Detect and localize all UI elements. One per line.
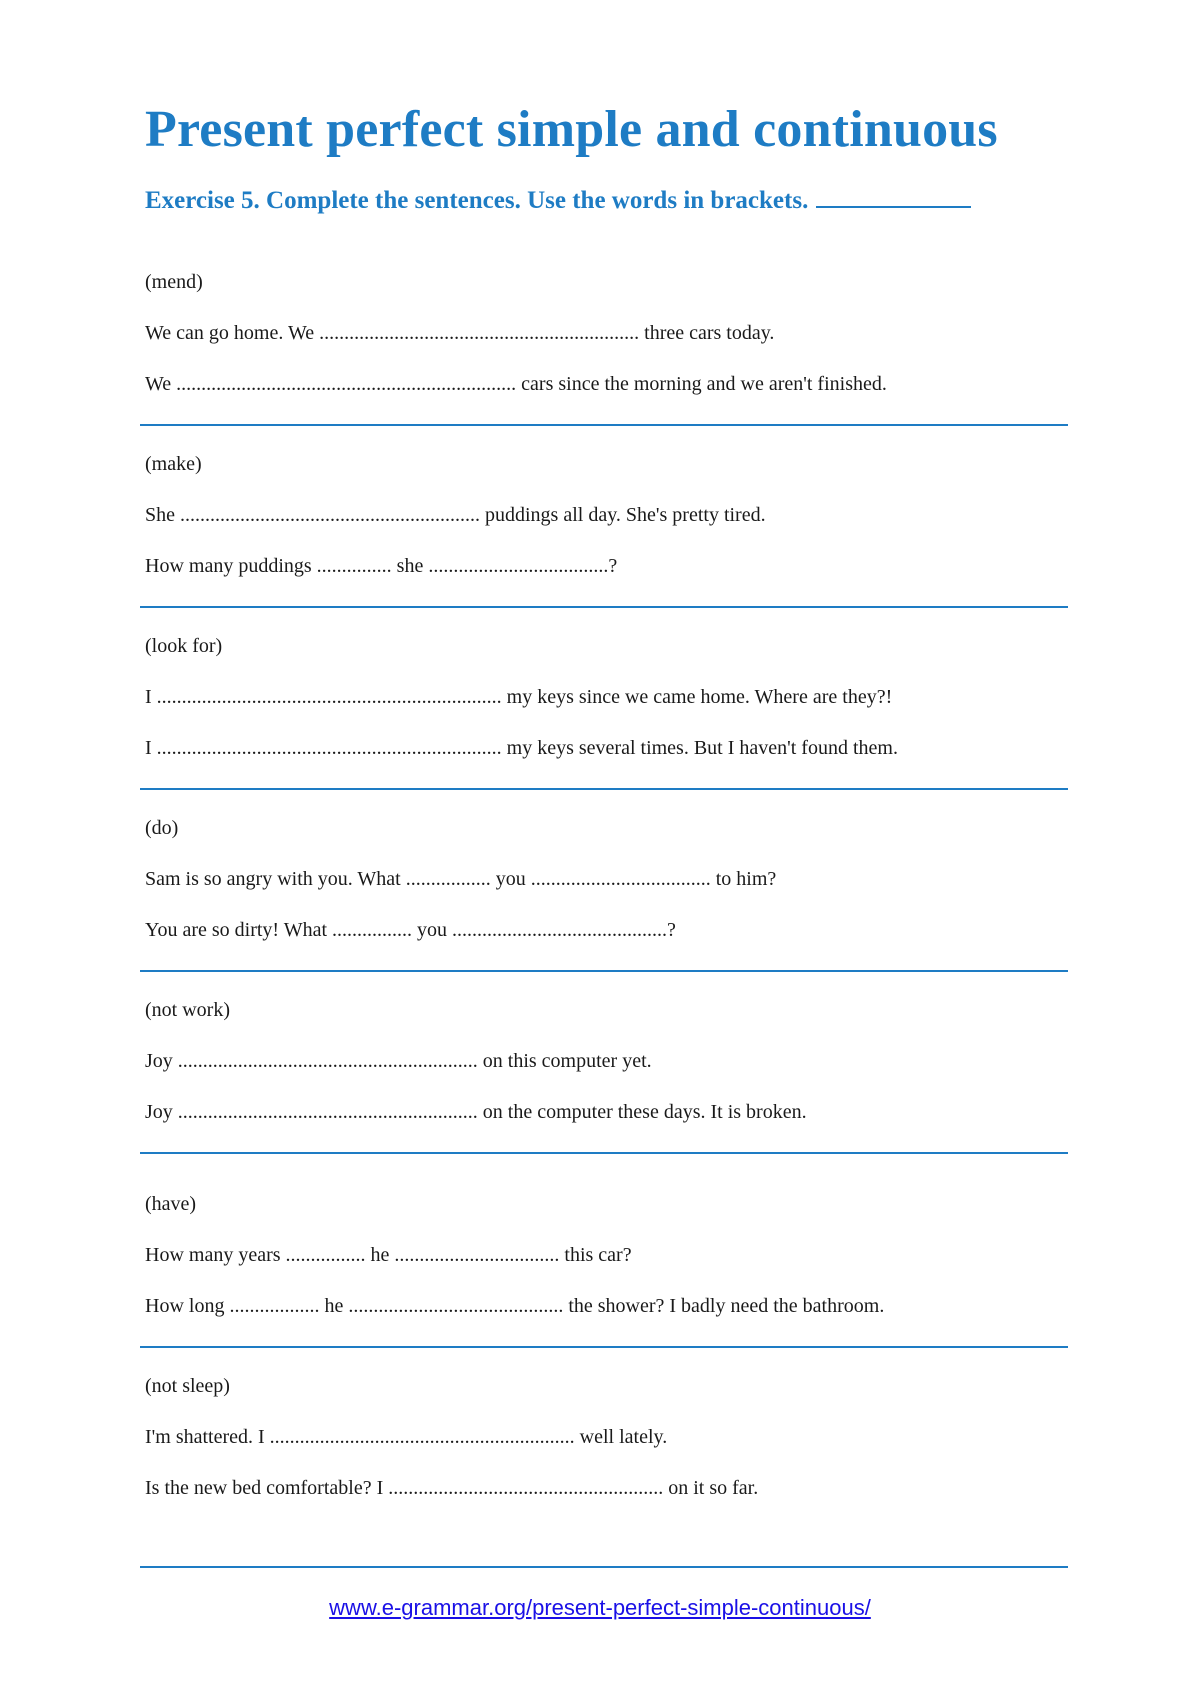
exercise-section (145, 634, 1065, 760)
verb-prompt: (do) (145, 817, 179, 839)
exercise-sentence: How many years ................ he ................................. this car? (145, 1244, 632, 1266)
exercise-instruction (145, 186, 971, 215)
verb-prompt: (make) (145, 453, 202, 475)
exercise-sentence: She ............................................................ puddings all day. She's pretty tired. (145, 504, 766, 526)
exercise-sentence: Joy ............................................................ on the computer these days. It is broken. (145, 1101, 807, 1123)
section-divider (140, 606, 1068, 608)
exercise-sentence: Is the new bed comfortable? I ....................................................... on it so far. (145, 1477, 759, 1499)
exercise-sentence: You are so dirty! What ................ you ...........................................? (145, 919, 676, 941)
score-blank (816, 186, 971, 208)
instruction-text: Exercise 5. Complete the sentences. Use the words in brackets. (145, 187, 809, 214)
verb-prompt: (look for) (145, 635, 223, 657)
page-title: Present perfect simple and continuous (145, 101, 998, 158)
exercise-section (145, 1374, 1065, 1500)
exercise-sentence: How long .................. he ........................................... the shower? I badly need the bathroom. (145, 1295, 885, 1317)
exercise-section (145, 816, 1065, 942)
exercise-sentence: I ..................................................................... my keys since we came home. Where are they?! (145, 686, 893, 708)
exercise-section (145, 998, 1065, 1124)
footer (0, 1595, 1200, 1621)
source-link[interactable]: www.e-grammar.org/present-perfect-simple-continuous/ (329, 1595, 871, 1620)
verb-prompt: (mend) (145, 271, 203, 293)
verb-prompt: (not work) (145, 999, 230, 1021)
exercise-section (145, 1192, 1065, 1318)
exercise-section (145, 452, 1065, 578)
exercise-sentence: How many puddings ............... she ....................................? (145, 555, 618, 577)
section-divider (140, 1152, 1068, 1154)
verb-prompt: (have) (145, 1193, 197, 1215)
verb-prompt: (not sleep) (145, 1375, 230, 1397)
section-divider (140, 424, 1068, 426)
exercise-sentence: We can go home. We ................................................................ three cars today. (145, 322, 775, 344)
section-divider (140, 788, 1068, 790)
section-divider (140, 1346, 1068, 1348)
exercise-sentence: Joy ............................................................ on this computer yet. (145, 1050, 652, 1072)
exercise-sentence: Sam is so angry with you. What ................. you .................................... to him? (145, 868, 777, 890)
exercise-sentence: I'm shattered. I ............................................................. well lately. (145, 1426, 668, 1448)
section-divider (140, 1566, 1068, 1568)
exercise-section (145, 270, 1065, 396)
exercise-sentence: We .................................................................... cars since the morning and we aren't finished. (145, 373, 887, 395)
section-divider (140, 970, 1068, 972)
exercise-sentence: I ..................................................................... my keys several times. But I haven't found them. (145, 737, 898, 759)
